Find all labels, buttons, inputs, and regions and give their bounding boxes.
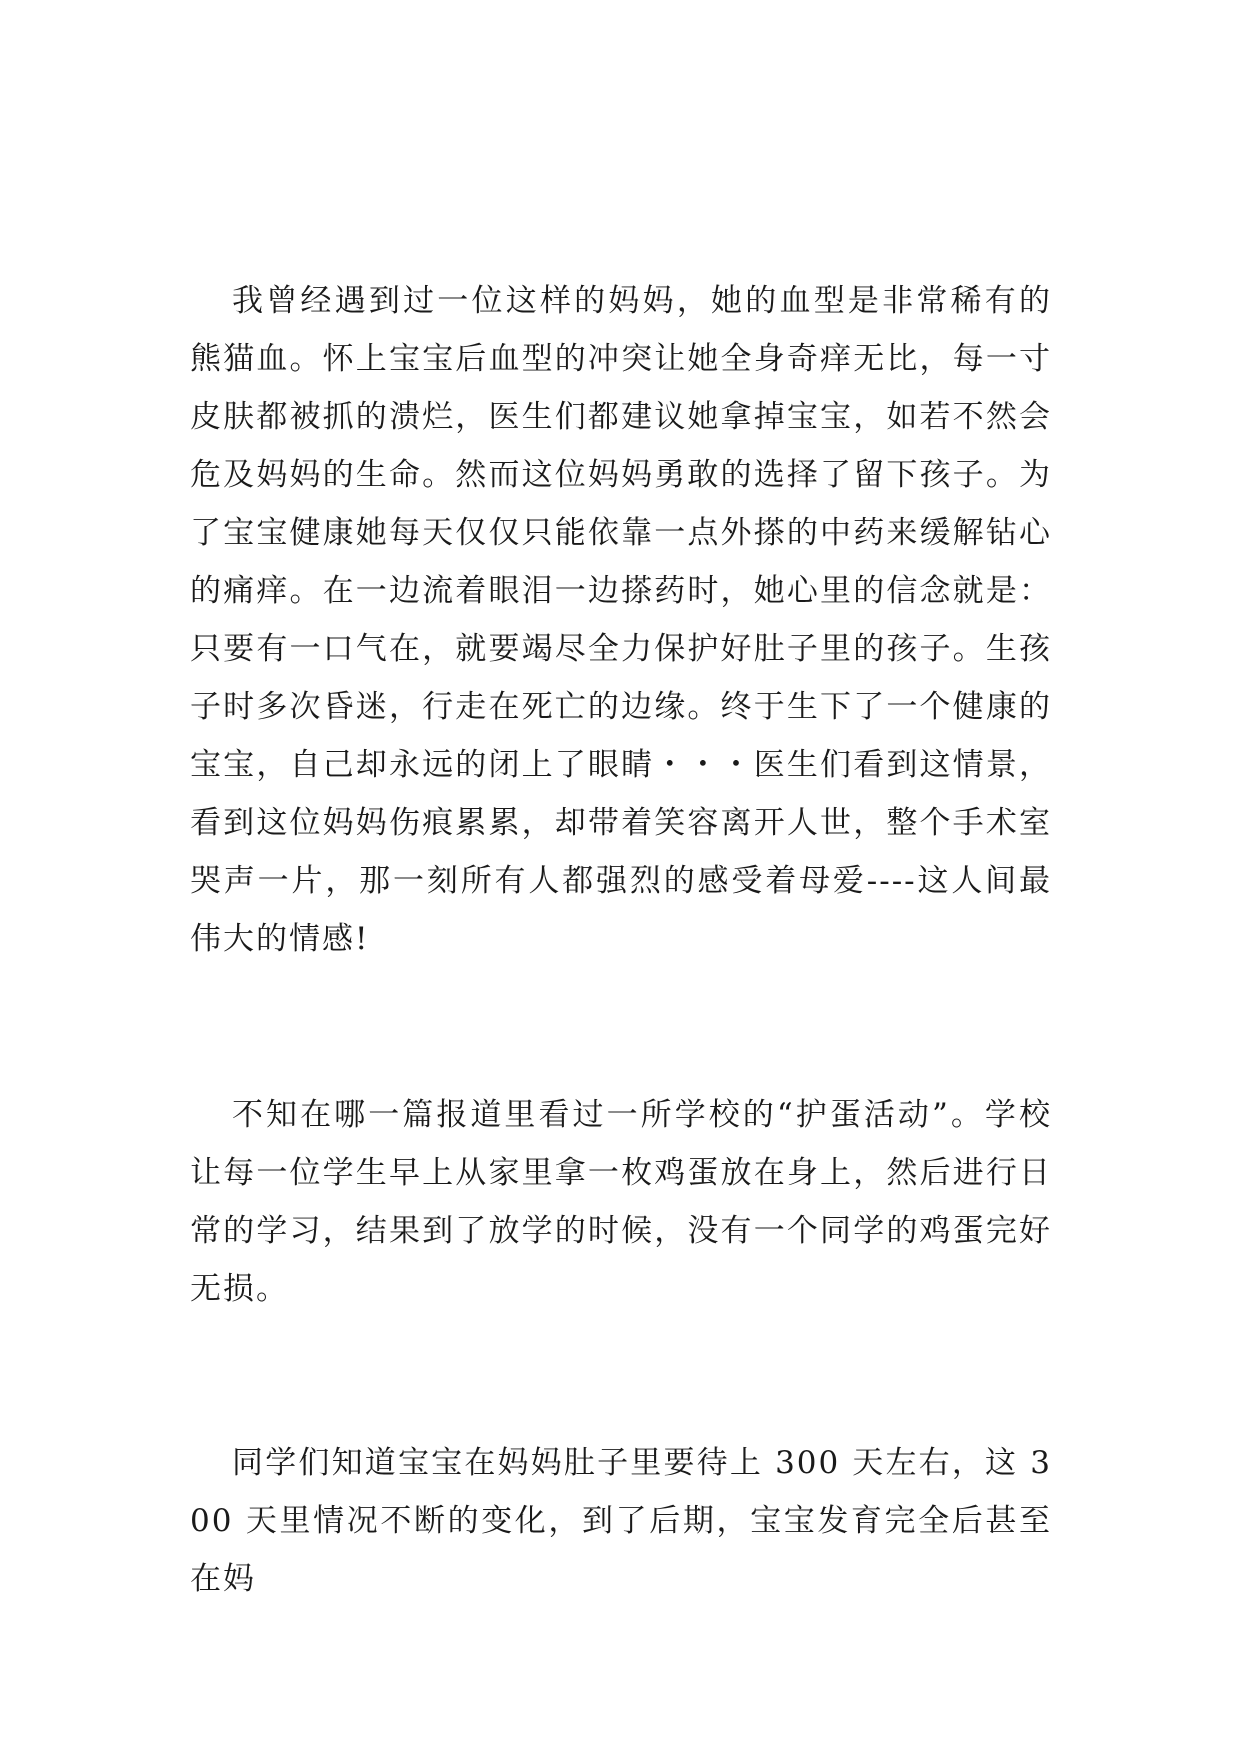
- paragraph-1: 我曾经遇到过一位这样的妈妈，她的血型是非常稀有的熊猫血。怀上宝宝后血型的冲突让她全身奇痒无比，每一寸皮肤都被抓的溃烂，医生们都建议她拿掉宝宝，如若不然会危及妈妈的生命。然而这位妈妈勇敢的选择了留下孩子。为了宝宝健康她每天仅仅只能依靠一点外搽的中药来缓解钻心的痛痒。在一边流着眼泪一边搽药时，她心里的信念就是：只要有一口气在，就要竭尽全力保护好肚子里的孩子。生孩子时多次昏迷，行走在死亡的边缘。终于生下了一个健康的宝宝，自己却永远的闭上了眼睛・・・医生们看到这情景，看到这位妈妈伤痕累累，却带着笑容离开人世，整个手术室哭声一片，那一刻所有人都强烈的感受着母爱----这人间最伟大的情感!: [190, 283, 1052, 957]
- paragraph-3: 同学们知道宝宝在妈妈肚子里要待上 300 天左右，这 300 天里情况不断的变化，到了后期，宝宝发育完全后甚至在妈: [190, 1445, 1052, 1597]
- paragraph-2: 不知在哪一篇报道里看过一所学校的“护蛋活动”。学校让每一位学生早上从家里拿一枚鸡蛋放在身上，然后进行日常的学习，结果到了放学的时候，没有一个同学的鸡蛋完好无损。: [190, 1097, 1052, 1307]
